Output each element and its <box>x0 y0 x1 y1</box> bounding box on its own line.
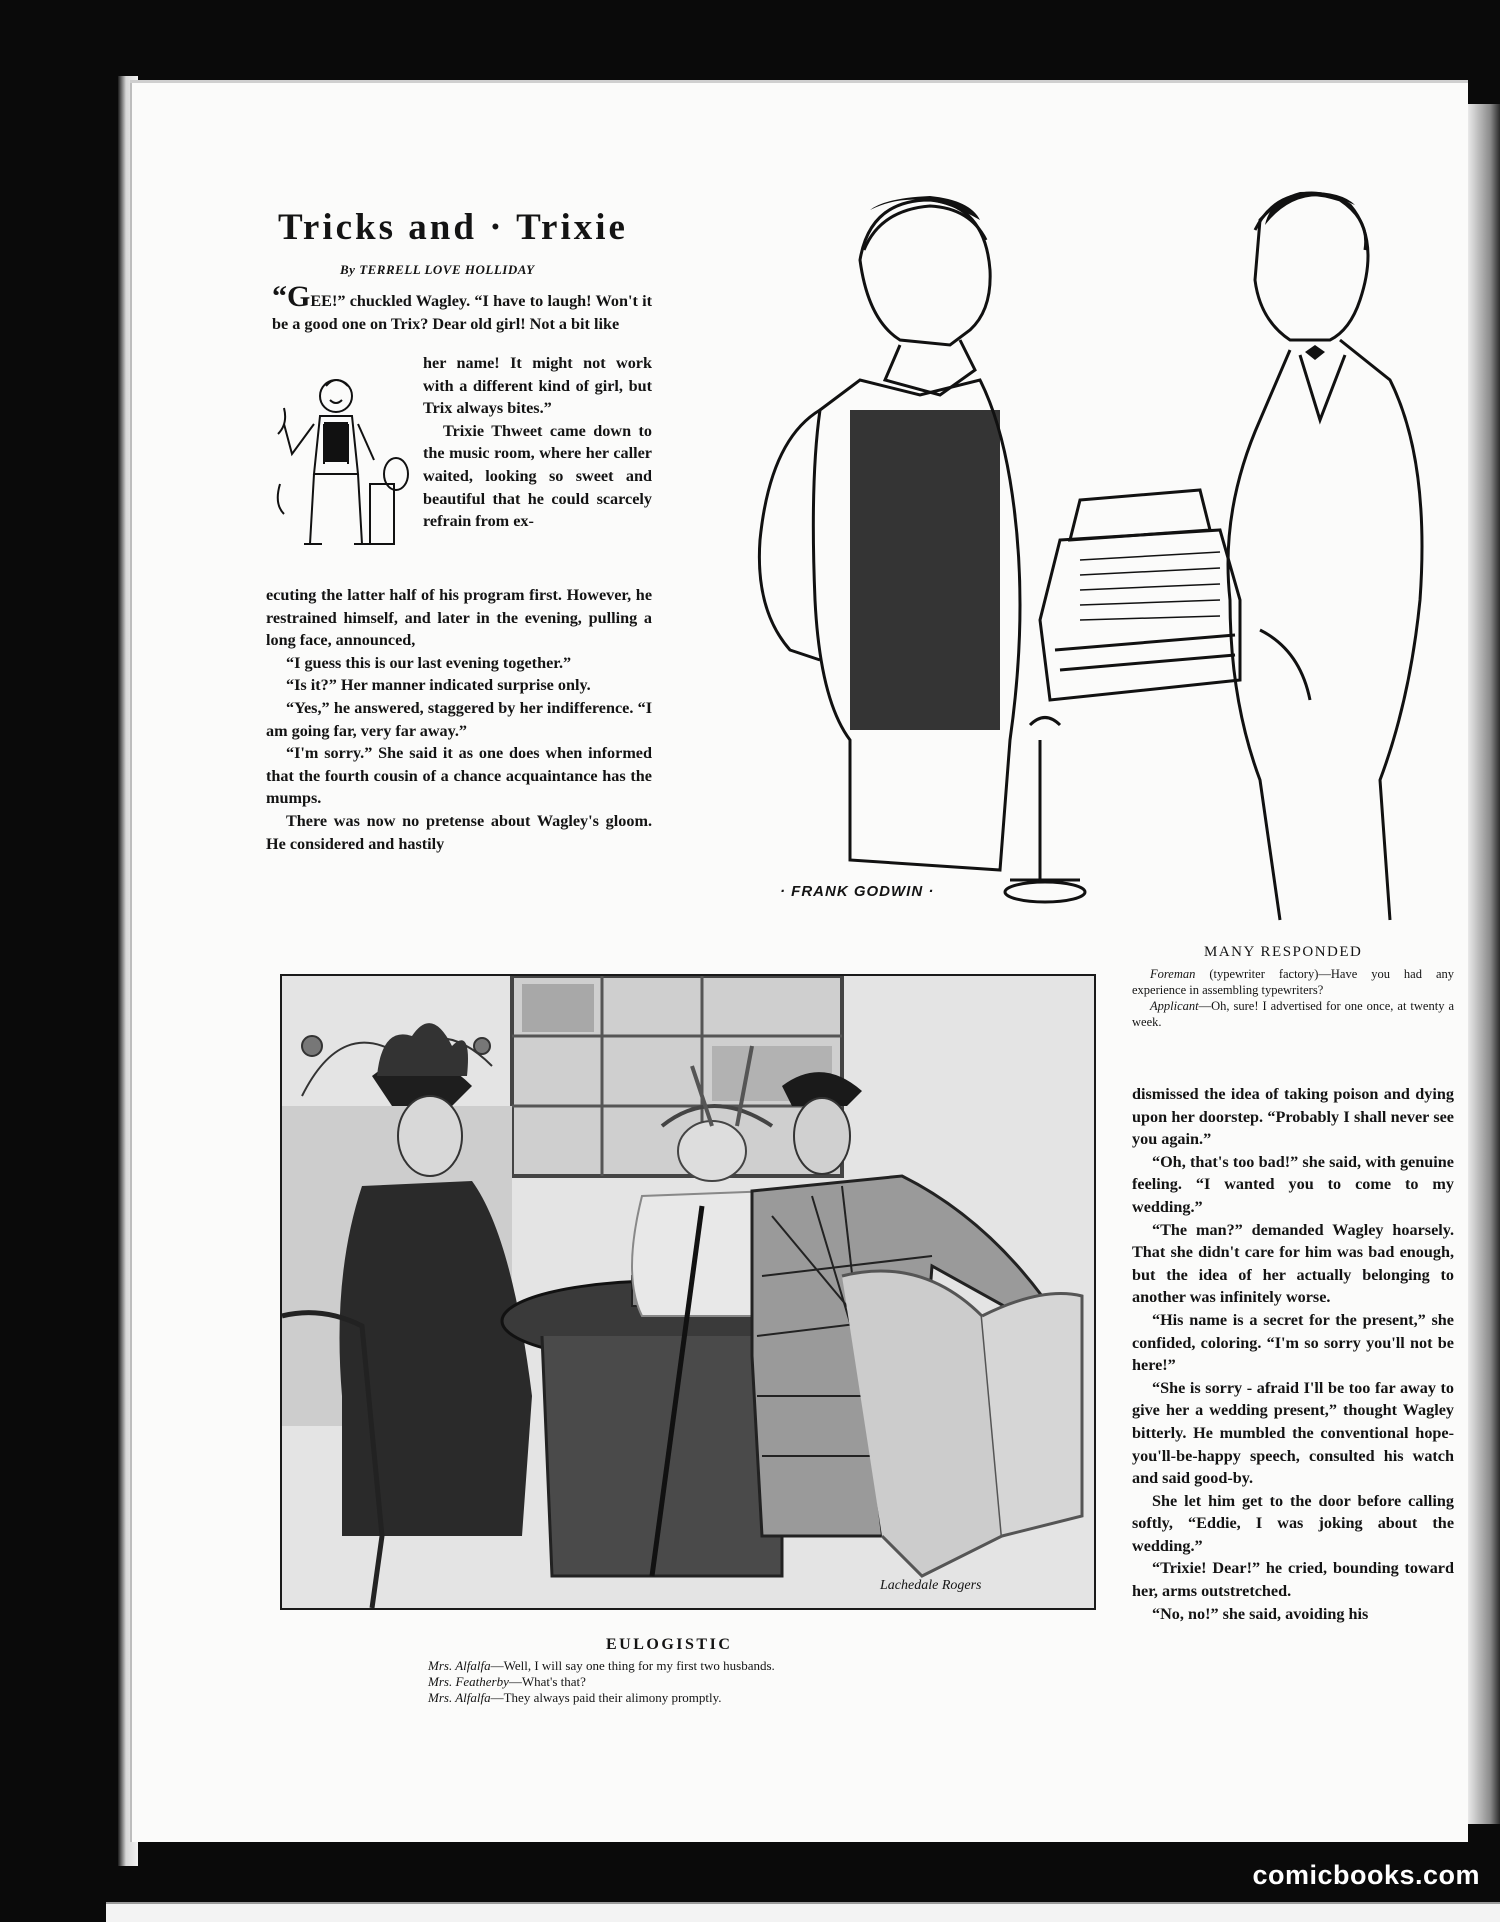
caption-line-3 <box>428 1690 948 1706</box>
article-paragraph-15: “No, no!” she said, avoiding his <box>1152 1604 1369 1623</box>
article-paragraph-14: “Trixie! Dear!” he cried, bounding toward her, arms outstretched. <box>1132 1559 1454 1601</box>
caption-speaker: Foreman <box>1150 967 1196 981</box>
caption-line-1 <box>428 1658 948 1674</box>
article-paragraph-13: She let him get to the door before calling softly, “Eddie, I was joking about the wedding.” <box>1132 1491 1454 1555</box>
article-paragraph-4: “Is it?” Her manner indicated surprise only. <box>286 676 591 695</box>
article-paragraph-11: “His name is a secret for the present,” she confided, coloring. “I'm so sorry you'll not be here!” <box>1132 1310 1454 1375</box>
spot-illustration-man <box>274 364 414 564</box>
article-title: Tricks and · Trixie <box>278 207 628 248</box>
article-paragraph-2: Trixie Thweet came down to the music room, where her caller waited, looking so sweet and beautiful that he could scarcely refrain from ex- <box>423 421 652 531</box>
page-right-edge <box>1468 104 1500 1824</box>
article-paragraph-3: “I guess this is our last evening together.” <box>286 653 572 672</box>
cartoon-caption-bottom <box>428 1658 948 1706</box>
article-paragraph-1b: her name! It might not work with a different kind of girl, but Trix always bites.” <box>423 354 652 418</box>
caption-speaker: Mrs. Featherby <box>428 1674 509 1689</box>
paragraph-text: EE!” chuckled Wagley. “I have to laugh! Won't it be a good one on Trix? Dear old girl! Not a bit like <box>272 292 652 333</box>
caption-text: —Oh, sure! I advertised for one once, at twenty a week. <box>1132 999 1454 1029</box>
article-column-2 <box>1132 1083 1454 1625</box>
article-paragraph-6: “I'm sorry.” She said it as one does when informed that the fourth cousin of a chance acquaintance has the mumps. <box>266 744 652 808</box>
artist-signature-bottom: Lachedale Rogers <box>880 1578 982 1593</box>
cartoon-caption-title-top: MANY RESPONDED <box>1204 944 1363 960</box>
article-paragraph-9: “Oh, that's too bad!” she said, with genuine feeling. “I wanted you to come to my wedding.” <box>1132 1152 1454 1216</box>
cartoon-caption-title-bottom: EULOGISTIC <box>606 1636 733 1653</box>
next-page-strip <box>106 1902 1500 1922</box>
illustration-tea-scene <box>280 974 1096 1610</box>
tea-scene-drawing <box>282 976 1094 1608</box>
caption-speaker: Mrs. Alfalfa <box>428 1690 491 1705</box>
article-paragraph-2-cont: ecuting the latter half of his program first. However, he restrained himself, and later in the evening, pulling a long face, announced, <box>266 586 652 650</box>
site-watermark: comicbooks.com <box>1252 1860 1480 1890</box>
illustration-typewriter-scene <box>700 180 1440 930</box>
caption-line-2 <box>428 1674 948 1690</box>
caption-speaker: Mrs. Alfalfa <box>428 1658 491 1673</box>
article-paragraph-12: “She is sorry - afraid I'll be too far away to give her a wedding present,” thought Wagley bitterly. He mumbled the conventional hope-you'll-be-happy speech, consulted his watch and said good-by. <box>1132 1378 1454 1488</box>
article-paragraph-8: dismissed the idea of taking poison and dying upon her doorstep. “Probably I shall never see you again.” <box>1132 1085 1454 1149</box>
article-byline: By TERRELL LOVE HOLLIDAY <box>340 262 535 277</box>
caption-text: —Well, I will say one thing for my first two husbands. <box>490 1658 775 1673</box>
caption-text: —They always paid their alimony promptly. <box>490 1690 722 1705</box>
artist-signature-top: · FRANK GODWIN · <box>780 883 935 900</box>
caption-line-1 <box>1132 966 1454 998</box>
article-column-1-wrap <box>423 352 652 533</box>
article-paragraph-10: “The man?” demanded Wagley hoarsely. That she didn't care for him was bad enough, but the idea of her actually belonging to another was infinitely worse. <box>1132 1220 1454 1307</box>
drop-cap: “G <box>272 280 311 313</box>
article-paragraph-5: “Yes,” he answered, staggered by her indifference. “I am going far, very far away.” <box>266 698 652 740</box>
article-column-1-rest <box>266 584 652 855</box>
caption-text: —What's that? <box>508 1674 586 1689</box>
article-paragraph-7: There was now no pretense about Wagley's gloom. He considered and hastily <box>266 811 652 853</box>
article-column-1-top <box>272 280 652 335</box>
caption-speaker: Applicant <box>1150 999 1199 1013</box>
cartoon-caption-top <box>1132 966 1454 1030</box>
caption-text: (typewriter factory)—Have you had any experience in assembling typewriters? <box>1132 967 1454 997</box>
caption-line-2 <box>1132 998 1454 1030</box>
article-paragraph-1a <box>272 280 652 335</box>
